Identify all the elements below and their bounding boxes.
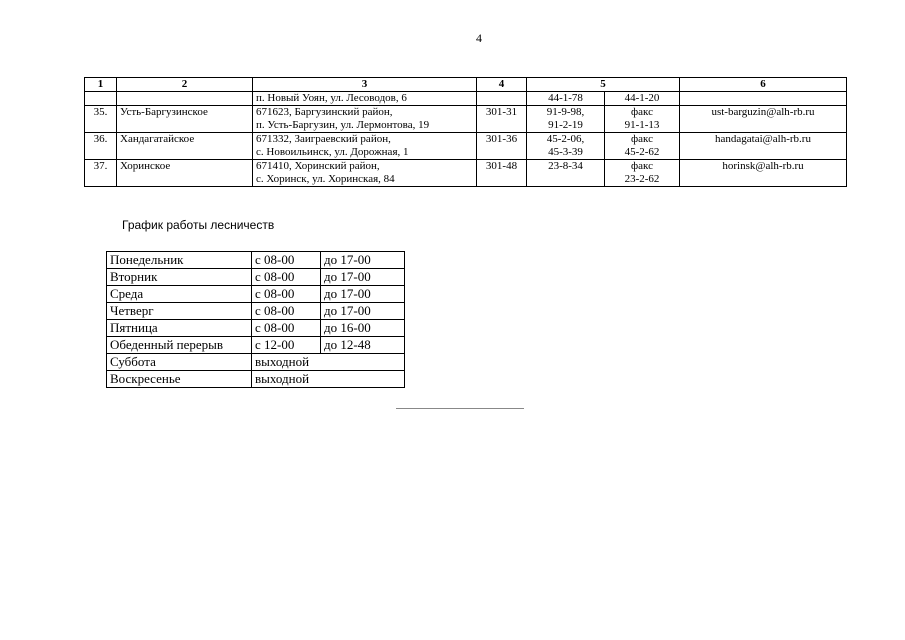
email-cell: handagatai@alh-rb.ru: [680, 133, 847, 160]
forestry-contacts-table: [84, 77, 847, 187]
schedule-row: [107, 303, 405, 320]
schedule-table: [106, 251, 405, 388]
schedule-row: [107, 286, 405, 303]
table-row: [85, 92, 847, 106]
end-divider: [396, 408, 524, 409]
schedule-row: [107, 354, 405, 371]
from-cell: выходной: [252, 371, 405, 388]
email-cell: ust-barguzin@alh-rb.ru: [680, 106, 847, 133]
row-number: 37.: [85, 160, 117, 187]
to-cell: до 17-00: [321, 303, 405, 320]
phone-cell: 45-2-06, 45-3-39: [527, 133, 605, 160]
from-cell: выходной: [252, 354, 405, 371]
day-cell: Вторник: [107, 269, 252, 286]
header-cell: 2: [117, 78, 253, 92]
schedule-row: [107, 269, 405, 286]
day-cell: Четверг: [107, 303, 252, 320]
from-cell: с 08-00: [252, 320, 321, 337]
from-cell: с 08-00: [252, 269, 321, 286]
from-cell: с 08-00: [252, 303, 321, 320]
header-cell: 4: [477, 78, 527, 92]
code-cell: 301-31: [477, 106, 527, 133]
header-cell: 6: [680, 78, 847, 92]
table-row: [85, 133, 847, 160]
to-cell: до 17-00: [321, 269, 405, 286]
email-cell: horinsk@alh-rb.ru: [680, 160, 847, 187]
page-number: 4: [476, 31, 482, 45]
to-cell: до 12-48: [321, 337, 405, 354]
header-cell: 3: [253, 78, 477, 92]
row-number: 36.: [85, 133, 117, 160]
address-cell: п. Новый Уоян, ул. Лесоводов, 6: [253, 92, 477, 106]
address-cell: 671332, Заиграевский район, с. Новоильинск, ул. Дорожная, 1: [253, 133, 477, 160]
day-cell: Воскресенье: [107, 371, 252, 388]
code-cell: 301-36: [477, 133, 527, 160]
table-row: [85, 160, 847, 187]
forestry-name: Хоринское: [117, 160, 253, 187]
schedule-row: [107, 371, 405, 388]
address-cell: 671623, Баргузинский район, п. Усть-Баргузин, ул. Лермонтова, 19: [253, 106, 477, 133]
from-cell: с 12-00: [252, 337, 321, 354]
phone-cell: 91-9-98, 91-2-19: [527, 106, 605, 133]
schedule-row: [107, 320, 405, 337]
header-cell: 5: [527, 78, 680, 92]
from-cell: с 08-00: [252, 252, 321, 269]
day-cell: Среда: [107, 286, 252, 303]
day-cell: Понедельник: [107, 252, 252, 269]
fax-cell: факс 91-1-13: [605, 106, 680, 133]
day-cell: Суббота: [107, 354, 252, 371]
forestry-name: Хандагатайское: [117, 133, 253, 160]
table-header-row: [85, 78, 847, 92]
day-cell: Пятница: [107, 320, 252, 337]
address-cell: 671410, Хоринский район, с. Хоринск, ул. Хоринская, 84: [253, 160, 477, 187]
phone-cell: 23-8-34: [527, 160, 605, 187]
schedule-row: [107, 252, 405, 269]
phone-cell: 44-1-78: [527, 92, 605, 106]
day-cell: Обеденный перерыв: [107, 337, 252, 354]
fax-cell: факс 23-2-62: [605, 160, 680, 187]
row-number: 35.: [85, 106, 117, 133]
schedule-title: График работы лесничеств: [122, 218, 275, 232]
to-cell: до 16-00: [321, 320, 405, 337]
from-cell: с 08-00: [252, 286, 321, 303]
to-cell: до 17-00: [321, 252, 405, 269]
fax-cell: 44-1-20: [605, 92, 680, 106]
to-cell: до 17-00: [321, 286, 405, 303]
header-cell: 1: [85, 78, 117, 92]
code-cell: 301-48: [477, 160, 527, 187]
forestry-name: Усть-Баргузинское: [117, 106, 253, 133]
fax-cell: факс 45-2-62: [605, 133, 680, 160]
table-row: [85, 106, 847, 133]
schedule-row: [107, 337, 405, 354]
